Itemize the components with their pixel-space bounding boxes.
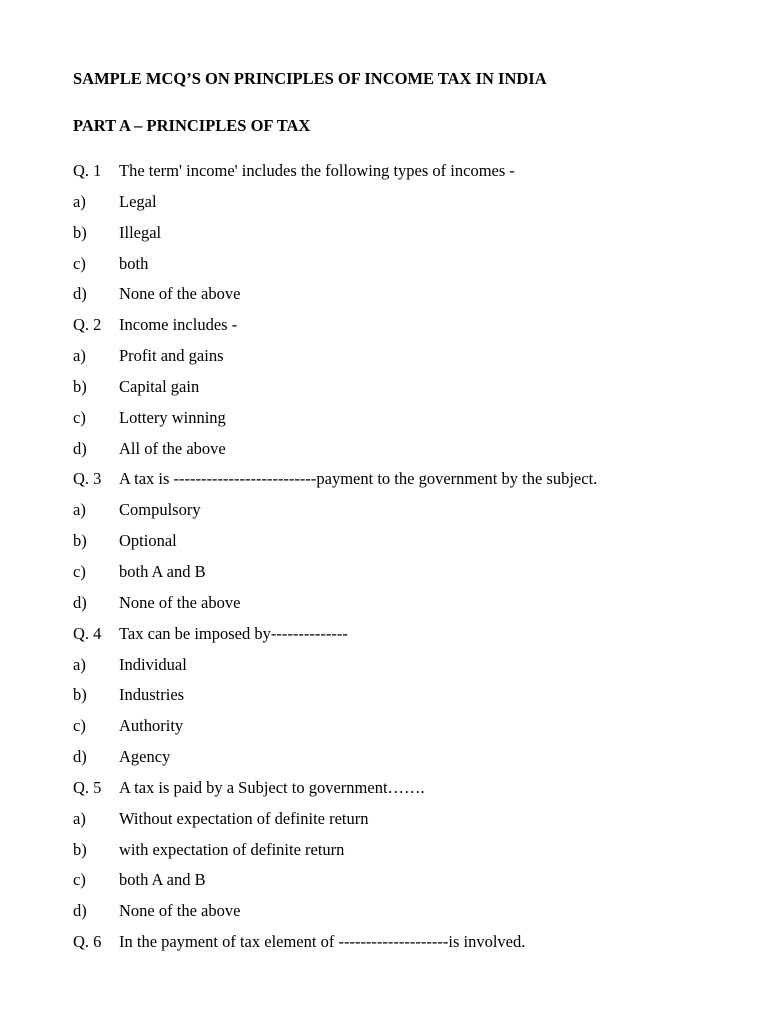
option-label: a) (73, 654, 86, 674)
option-line (73, 499, 753, 530)
option-label: c) (73, 870, 86, 890)
option-label: a) (73, 191, 86, 211)
option-label: a) (73, 500, 86, 520)
option-line (73, 592, 753, 623)
option-text: Individual (119, 654, 187, 674)
option-line (73, 654, 753, 685)
question-line (73, 777, 753, 808)
option-label: d) (73, 901, 87, 921)
option-line (73, 900, 753, 931)
option-line (73, 407, 753, 438)
option-line (73, 715, 753, 746)
question-text: The term' income' includes the following types of incomes - (119, 161, 515, 180)
option-text: Illegal (119, 222, 162, 242)
option-text: None of the above (119, 901, 241, 921)
option-line (73, 869, 753, 900)
option-label: c) (73, 561, 86, 581)
question-text: A tax is paid by a Subject to government……. (119, 777, 425, 797)
option-text: both A and B (119, 870, 206, 890)
option-line (73, 746, 753, 777)
option-line (73, 345, 753, 376)
option-label: d) (73, 438, 87, 458)
option-line (73, 684, 753, 715)
question-text: A tax is --------------------------payment to the government by the subject. (119, 469, 598, 489)
option-line (73, 191, 753, 222)
question-number: Q. 4 (73, 623, 102, 643)
option-label: c) (73, 407, 86, 427)
option-text: Compulsory (119, 500, 201, 520)
option-text: None of the above (119, 592, 241, 612)
option-text: Optional (119, 531, 177, 551)
option-text: both A and B (119, 561, 206, 581)
question-line (73, 314, 753, 345)
option-label: b) (73, 531, 87, 551)
option-label: b) (73, 685, 87, 705)
option-text: All of the above (119, 438, 226, 458)
option-line (73, 376, 753, 407)
question-number: Q. 3 (73, 469, 102, 489)
option-line (73, 839, 753, 870)
option-line (73, 530, 753, 561)
option-label: b) (73, 376, 87, 396)
question-line (73, 931, 753, 962)
option-text: Legal (119, 191, 157, 211)
question-text: Tax can be imposed by-------------- (119, 623, 348, 643)
option-line (73, 438, 753, 469)
option-line (73, 283, 753, 314)
option-label: b) (73, 839, 87, 859)
option-text: Lottery winning (119, 407, 226, 427)
question-line (73, 623, 753, 654)
option-text: Agency (119, 747, 171, 767)
option-line (73, 222, 753, 253)
option-line (73, 253, 753, 284)
question-number: Q. 6 (73, 932, 102, 952)
option-text: Authority (119, 716, 184, 736)
option-text: with expectation of definite return (119, 839, 345, 859)
question-number: Q. 1 (73, 161, 102, 180)
question-line (73, 160, 753, 191)
question-number: Q. 2 (73, 315, 102, 335)
option-text: Profit and gains (119, 346, 224, 366)
option-label: d) (73, 747, 87, 767)
question-text: Income includes - (119, 315, 238, 335)
option-label: b) (73, 222, 87, 242)
question-line (73, 468, 753, 499)
option-label: a) (73, 346, 86, 366)
option-line (73, 808, 753, 839)
question-text: In the payment of tax element of --------------------is involved. (119, 932, 526, 952)
option-text: None of the above (119, 284, 241, 304)
option-label: d) (73, 284, 87, 304)
option-label: c) (73, 253, 86, 273)
option-label: a) (73, 808, 86, 828)
option-label: c) (73, 716, 86, 736)
option-line (73, 561, 753, 592)
question-list (73, 160, 753, 962)
option-text: Capital gain (119, 376, 200, 396)
option-text: both (119, 253, 149, 273)
option-text: Industries (119, 685, 185, 705)
document-title: SAMPLE MCQ’S ON PRINCIPLES OF INCOME TAX IN INDIA (73, 69, 547, 88)
question-number: Q. 5 (73, 777, 102, 797)
option-text: Without expectation of definite return (119, 808, 369, 828)
option-label: d) (73, 592, 87, 612)
section-heading: PART A – PRINCIPLES OF TAX (73, 116, 311, 135)
